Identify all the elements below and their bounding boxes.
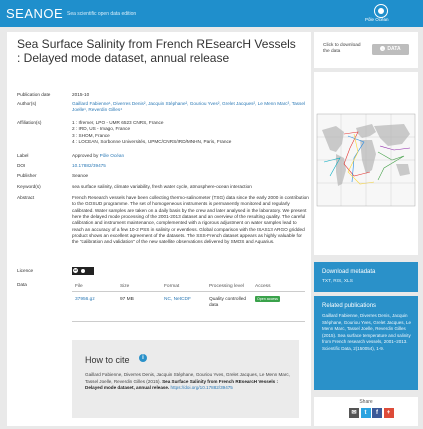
citation-text: Gaillard Fabienne, Diverres Denis, Jacquin Stéphane, Gouriou Yves, Grelet Jacques, Le Menn Marc, Tassel Joelle, Reverdin Gilles (2015). Sea Surface Salinity from French REsearcH Vessels : Delayed mode dataset, annual release. https://doi.org/10.17882/39475 (85, 372, 290, 391)
affiliation-line: 4 : LOCEAN, Sorbonne Universités, UPMC/CNRS/IRD/MNHN, Paris, France (72, 139, 232, 145)
access-cell (255, 297, 280, 303)
meta-value: Seanoe (72, 173, 89, 178)
meta-value: 2015-10 (72, 92, 90, 97)
affiliation-line: 1 : Ifremer, LPO - UMR 6523 CNRS, France (72, 120, 164, 125)
meta-value: sea surface salinity, climate variability, fresh water cycle, atmosphere-ocean interaction (72, 184, 252, 189)
label-link[interactable]: Pôle Océan (99, 153, 125, 158)
twitter-icon[interactable]: t (361, 408, 371, 418)
label-prefix: Approved by (72, 153, 100, 158)
related-publications-title: Related publications (322, 303, 377, 309)
meta-label: Licence (17, 268, 34, 273)
top-bar (0, 0, 423, 27)
data-file-link[interactable]: 37956.gz (75, 297, 95, 302)
meta-label: Author(s) (17, 101, 37, 106)
open-access-badge: Open access (257, 297, 278, 301)
meta-label: Publisher (17, 173, 37, 178)
download-data-button[interactable]: ↓ DATA (372, 44, 409, 55)
download-icon: ↓ (381, 46, 384, 51)
column-header: Size (120, 284, 130, 289)
column-header: Format (164, 284, 180, 289)
metadata-download-panel (314, 262, 418, 292)
affiliations-value (72, 120, 309, 145)
doi-link[interactable]: 10.17882/39475 (72, 163, 106, 168)
brand-logo[interactable]: SEANOE (6, 6, 64, 21)
cruise-track-map[interactable] (314, 72, 418, 255)
cc-by-licence-icon[interactable]: cc (72, 267, 94, 275)
column-header: Processing level (209, 284, 244, 289)
related-publications-panel (314, 296, 418, 390)
google-plus-icon[interactable]: + (384, 408, 394, 418)
authors-link[interactable]: Gaillard Fabienne¹, Diverres Denis², Jacquin Stéphane², Gouriou Yves², Grelet Jacques², Le Menn Marc³, Tassel Joelle¹, Reverdin Gilles⁴ (72, 101, 306, 113)
download-panel (314, 32, 418, 68)
meta-label: Publication date (17, 92, 51, 97)
table-cell: Quality controlled data (209, 297, 247, 309)
partner-logo[interactable] (350, 4, 410, 24)
column-header: File (75, 284, 83, 289)
cite-box (72, 340, 299, 418)
related-publication-link[interactable]: Gaillard Fabienne, Diverres Denis, Jacquin Stéphane, Gouriou Yves, Grelet Jacques, Le Menn Marc, Tassel Joelle, Reverdin Gilles (2015). Sea surface temperature and salinity from French research vessels, 2001–2013. Scientific Data, 2(150054), 1-9. (322, 313, 411, 351)
table-divider (72, 291, 305, 292)
affiliation-line: 2 : IRD, US - Imago, France (72, 126, 131, 132)
world-map-image (314, 72, 418, 255)
metadata-download-title: Download metadata (322, 269, 376, 275)
email-icon[interactable]: ✉ (349, 408, 359, 418)
authors-value[interactable] (72, 101, 309, 114)
share-title: Share (359, 399, 373, 405)
format-link[interactable]: NC, NetCDF (164, 297, 191, 302)
cite-heading: How to cite (85, 355, 130, 365)
table-divider (72, 321, 305, 322)
page-title: Sea Surface Salinity from French REsearcH Vessels : Delayed mode dataset, annual release (17, 37, 296, 66)
metadata-formats-links[interactable]: TXT, RIS, XLS (322, 279, 353, 284)
table-cell: 97 MB (120, 297, 134, 302)
download-prompt: Click to download the data (323, 43, 361, 55)
citation-doi-link[interactable]: https://doi.org/10.17882/39475 (169, 385, 233, 391)
affiliation-line: 3 : SHOM, France (72, 132, 110, 138)
info-icon[interactable]: i (139, 354, 147, 362)
share-icons (349, 408, 394, 418)
meta-label: Data (17, 282, 27, 287)
meta-label: Label (17, 153, 29, 158)
meta-label: Affiliation(s) (17, 120, 42, 125)
partner-name: Pôle Océan (365, 17, 389, 22)
facebook-icon[interactable]: f (372, 408, 382, 418)
column-header: Access (255, 284, 271, 289)
share-panel (314, 397, 418, 426)
meta-label: Abstract (17, 195, 35, 200)
meta-label: DOI (17, 163, 26, 168)
meta-label: Keyword(s) (17, 184, 41, 189)
brand-tagline: Sea scientific open data edition (67, 11, 137, 17)
abstract-text: French Research vessels have been collecting thermo-salinometer (TSG) data since the early 2000 in contribution to the GOSUD programme. The set of homogeneous instruments is permanently monitored and regularly calibrated. Water samples are taken on a daily basis by the crew and later analysed in the laboratory. We present here the delayed mode processing of the 2001-2013 dataset and an overview of the resulting quality. The careful calibration and instrument maintenance, complemented with a rigorous adjustment on water samples lead to reach an accuracy of a few 10-2 PSS in salinity or eventless. Global comparison with the ISAS13 ARGO gridded product shows an excellent agreement of the datasets. The SSS-French dataset appears as highly valuable for the "calibration and validation" of the new satellite observations delivered by SMOS and Aquarius. (72, 195, 309, 245)
